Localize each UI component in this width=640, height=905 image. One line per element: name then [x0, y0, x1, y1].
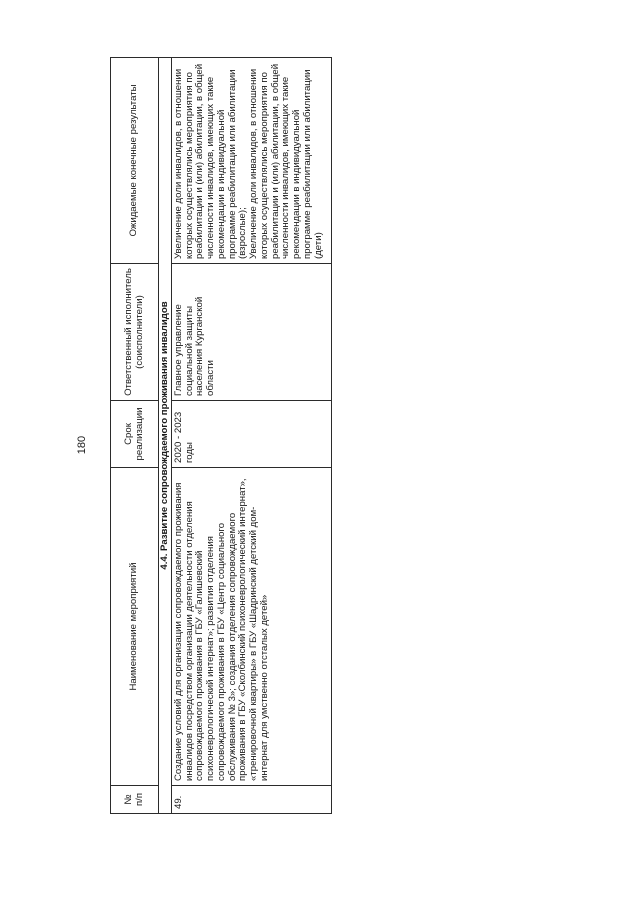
header-results: Ожидаемые конечные результаты	[111, 58, 159, 264]
row-name: Создание условий для организации сопровождаемого проживания инвалидов посредством организации деятельности отделения сопровождаемого проживания в ГБУ «Галишевский психоневрологический интернат»; развития отделения сопровождаемого проживания в ГБУ «Центр социального обслуживания № 3»; создания отделения сопровождаемого проживания в ГБУ «Сколбинский психоневрологический интернат», «тренировочной квартиры» в ГБУ «Шадринский детский дом-интернат для умственно отсталых детей»	[172, 468, 332, 786]
page-number: 180	[76, 435, 88, 455]
header-row	[111, 58, 159, 814]
section-row	[159, 58, 172, 814]
header-num: № п/п	[111, 786, 159, 814]
row-results	[172, 58, 332, 264]
row-num: 49.	[172, 786, 332, 814]
rotated-table-container	[110, 58, 332, 814]
row-executor: Главное управление социальной защиты населения Курганской области	[172, 264, 332, 401]
measures-table	[110, 57, 332, 814]
header-name: Наименование мероприятий	[111, 468, 159, 786]
header-term: Срок реализации	[111, 401, 159, 468]
table-row	[172, 58, 332, 814]
row-result-1: Увеличение доли инвалидов, в отношении которых осуществлялись мероприятия по реабилитации и (или) абилитации, в общей численности инвалидов, имеющих такие рекомендации в индивидуальной программе реабилитации или абилитации (взрослые);	[173, 63, 249, 259]
section-title: 4.4. Развитие сопровождаемого проживания инвалидов	[159, 58, 172, 814]
row-result-2: Увеличение доли инвалидов, в отношении которых осуществлялись мероприятия по реабилитации и (или) абилитации, в общей численности инвалидов, имеющих такие рекомендации в индивидуальной программе реабилитации или абилитации (дети)	[248, 63, 324, 259]
header-executor: Ответственный исполнитель (соисполнители)	[111, 264, 159, 401]
row-term: 2020 - 2023 годы	[172, 401, 332, 468]
